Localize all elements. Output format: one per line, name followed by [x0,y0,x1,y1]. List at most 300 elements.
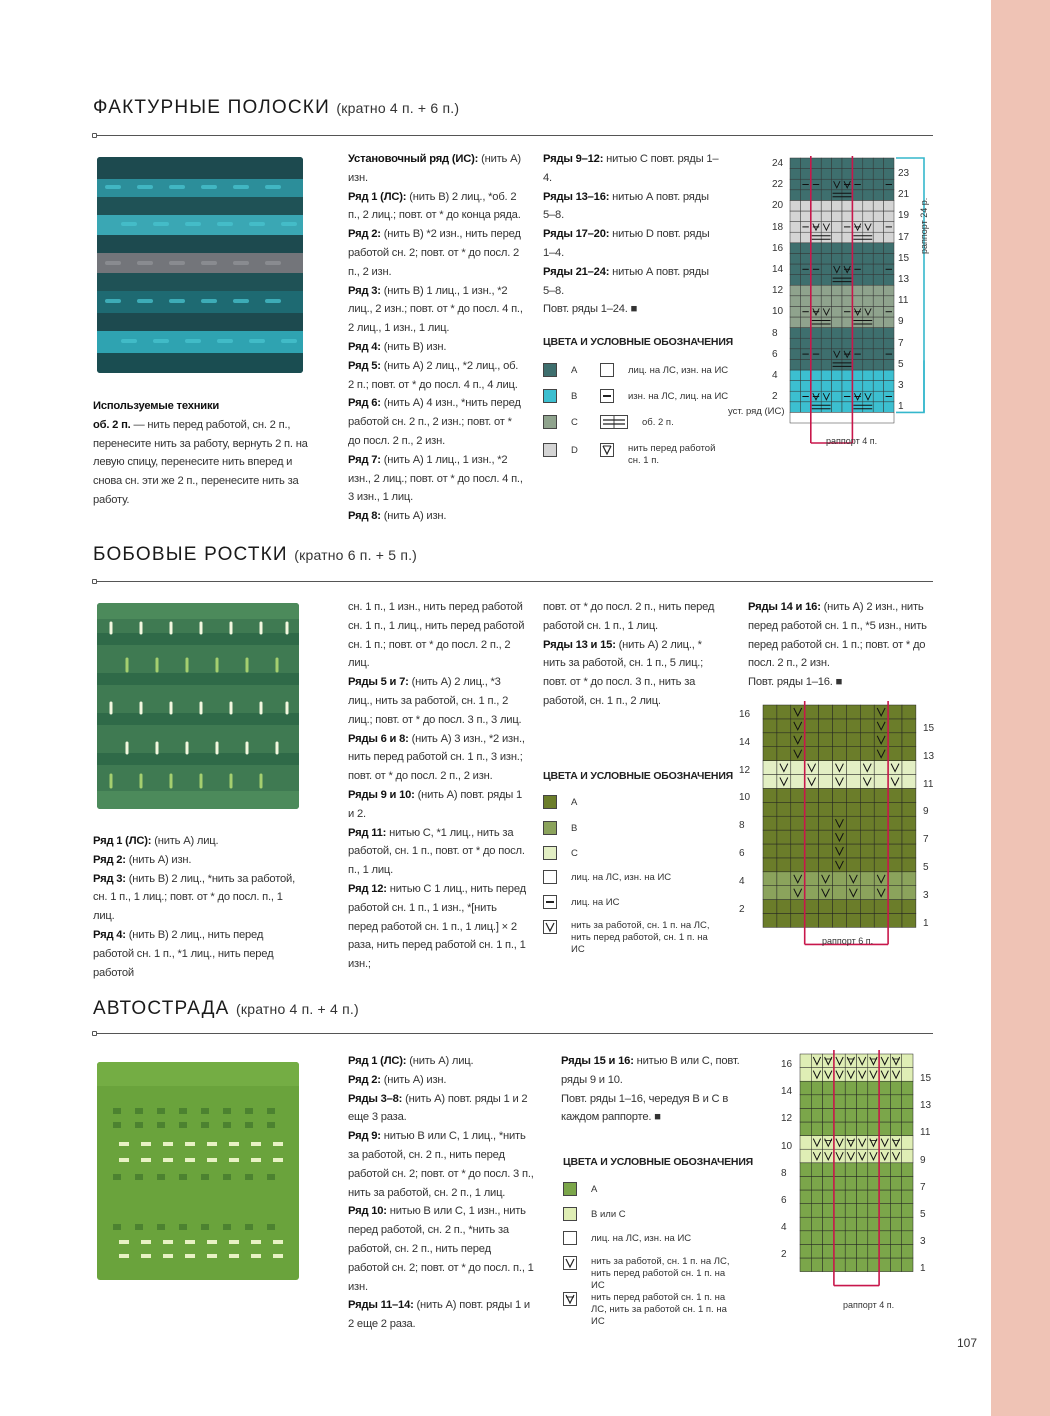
s2-chart-cell [819,733,833,747]
s2-chart-cell [846,747,860,761]
page-edge-tab [991,0,1050,1416]
s3-chart-cell [902,1217,913,1231]
s3-chart-svg [770,1048,945,1293]
s2-chart-cell [791,900,805,914]
s1-chart-cell [842,232,852,243]
s2-instructions-col3: Ряды 14 и 16: (нить А) 2 изн., нить перед работой сн. 1 п., *5 изн., нить перед работой сн. 1 п.; повт. от * до посл. 2 п., 2 изн. Повт. ряды 1–16. ■ [748,601,927,689]
s2-instructions-col0: Ряд 1 (ЛС): (нить А) лиц. Ряд 2: (нить А) изн. Ряд 3: (нить В) 2 лиц., *нить за работой, сн. 1 п., 1 лиц.; повт. от * до посл. п., 1 лиц. Ряд 4: (нить В) 2 лиц., нить перед работой сн. 1 п., *1 лиц., нить перед работой [93,835,295,979]
s3-chart-cell [902,1231,913,1245]
section-1-title: ФАКТУРНЫЕ ПОЛОСКИ (кратно 4 п. + 6 п.) [93,97,460,118]
s1-chart-cell [884,200,894,211]
legend-knit-symbol: лиц. на ЛС, изн. на ИС [563,1231,691,1245]
s1-chart-cell [800,402,810,413]
s1-chart-cell [821,264,831,275]
s3-chart-cell [845,1190,856,1204]
s2-chart-cell [763,830,777,844]
s2-chart-cell [902,830,916,844]
s1-chart-cell [832,169,842,180]
s2-chart-row-number-left: 2 [739,903,745,915]
s2-chart-cell [860,900,874,914]
s2-chart-cell [763,733,777,747]
s2-chart-row-number-left: 8 [739,820,745,832]
s2-chart-cell [833,705,847,719]
s2-chart-cell [763,886,777,900]
s3-chart-cell [902,1258,913,1272]
s2-chart-cell [846,775,860,789]
s3-chart-cell [879,1081,890,1095]
s1-chart-cell [852,285,862,296]
s1-chart-cell [842,296,852,307]
s1-chart-cell [821,349,831,360]
s1-chart-cell [811,169,821,180]
s2-chart-cell [846,761,860,775]
s2-chart-cell [888,747,902,761]
legend-color-b: B [543,389,577,403]
s2-chart-cell [819,816,833,830]
s1-chart-cell [852,402,862,413]
s1-chart-cell [842,253,852,264]
s3-chart-cell [800,1231,811,1245]
s3-chart-row-number-right: 13 [920,1100,932,1112]
s3-chart-cell [823,1258,834,1272]
s3-chart-cell [879,1244,890,1258]
legend-slip-wyib-symbol: нить за работой, сн. 1 п. на ЛС, нить перед работой, сн. 1 п. на ИС [543,920,721,956]
s1-chart-row-number-right: 15 [898,252,910,264]
s1-chart-repeat-v: раппорт 24 р. [919,197,929,254]
s3-chart-cell [811,1244,822,1258]
legend-color-b: B [543,821,577,835]
s2-chart-cell [777,788,791,802]
s1-chart-cell [852,200,862,211]
s2-chart-cell [902,802,916,816]
s1-chart-cell [811,402,821,413]
s1-chart-cell [790,190,800,201]
s1-chart-cell [863,179,873,190]
s2-chart-cell [874,830,888,844]
s1-chart-row-number-right: 9 [898,316,904,328]
s1-chart-cell [842,169,852,180]
s3-chart-cell [811,1190,822,1204]
s1-chart-cell [863,264,873,275]
s3-chart-cell [868,1217,879,1231]
s1-chart-cell [863,200,873,211]
s3-chart-cell [800,1176,811,1190]
s1-chart-cell [821,243,831,254]
s2-chart-cell [888,816,902,830]
s1-chart-cell [832,402,842,413]
s2-chart-cell [805,858,819,872]
s3-chart-cell [823,1163,834,1177]
s1-chart-cell [873,381,883,392]
s2-chart-cell [819,775,833,789]
s3-chart-cell [834,1122,845,1136]
s1-chart-cell [863,381,873,392]
s2-chart-cell [846,816,860,830]
s1-chart-cell [842,328,852,339]
s1-chart-cell [811,158,821,169]
s1-chart-row-number-right: 11 [898,295,909,307]
s2-chart-cell [888,844,902,858]
s3-legend [563,1156,753,1331]
s1-chart-cell [832,359,842,370]
s1-chart-cell [842,381,852,392]
s2-chart-cell [902,872,916,886]
s1-chart-row-number-right: 13 [898,274,910,285]
s3-chart-cell [811,1231,822,1245]
s3-chart-cell [879,1108,890,1122]
s3-chart-cell [845,1095,856,1109]
s2-chart-cell [819,719,833,733]
s2-chart-cell [805,788,819,802]
s3-chart-cell [811,1122,822,1136]
s2-chart-cell [860,802,874,816]
s3-chart-cell [845,1217,856,1231]
s3-chart-cell [845,1231,856,1245]
s1-chart-cell [842,359,852,370]
s2-chart-cell [763,900,777,914]
s2-chart-cell [777,844,791,858]
s3-chart-cell [879,1163,890,1177]
s1-chart-cell [873,232,883,243]
s3-chart-row-number-left: 12 [781,1113,793,1125]
s1-chart-cell [821,275,831,286]
s3-chart-cell [890,1204,901,1218]
s3-chart-cell [811,1081,822,1095]
s3-instructions-col2: Ряды 15 и 16: нитью В или С, повт. ряды 9 и 10. Повт. ряды 1–16, чередуя В и С в каждом раппорте. ■ [561,1055,740,1124]
s1-chart-cell [852,169,862,180]
s1-chart-cell [800,211,810,222]
legend-color-a: A [543,795,577,809]
s1-chart-cell [873,243,883,254]
s1-chart-cell [821,338,831,349]
s3-chart-cell [879,1176,890,1190]
s1-chart-cell [821,381,831,392]
s2-chart-cell [777,830,791,844]
s2-chart-cell [791,830,805,844]
s2-chart-cell [763,816,777,830]
s2-chart-cell [874,900,888,914]
s3-chart-cell [823,1204,834,1218]
s1-chart-cell [800,338,810,349]
s3-chart-cell [834,1190,845,1204]
s1-chart-cell [821,190,831,201]
s2-chart-cell [777,872,791,886]
s2-chart-cell [805,914,819,928]
s3-chart-cell [823,1108,834,1122]
s2-chart-cell [860,747,874,761]
s1-chart-cell [884,243,894,254]
s3-chart-cell [890,1258,901,1272]
s1-chart-cell [863,328,873,339]
s1-chart-cell [863,349,873,360]
s3-chart-cell [868,1258,879,1272]
s3-instructions-col1: Ряд 1 (ЛС): (нить А) лиц. Ряд 2: (нить А) изн. Ряды 3–8: (нить А) повт. ряды 1 и 2 еще 3 раза. Ряд 9: нитью В или С, 1 лиц., *нить за работой, сн. 2 п., нить перед работой сн. 2; повт. от * до посл. 3 п., нить за работой, сн. 2 п., 1 лиц. Ряд 10: нитью В или С, 1 изн., нить перед работой, сн. 2 п., *нить за работой, сн. 2 п., нить перед работой сн. 2; повт. от * до посл. п., 1 изн. Ряды 11–14: (нить А) повт. ряды 1 и 2 еще 2 раза. [348,1055,534,1331]
s1-chart-cell [873,275,883,286]
s3-chart-cell [879,1190,890,1204]
s2-chart-cell [846,705,860,719]
s2-chart-cell [805,802,819,816]
s3-chart-cell [890,1108,901,1122]
section-3-title: АВТОСТРАДА (кратно 4 п. + 4 п.) [93,998,359,1019]
s2-chart-cell [833,914,847,928]
s1-chart-row-number-left: 20 [772,200,784,212]
s2-chart-cell [819,830,833,844]
legend-color-c: C [543,415,578,429]
s3-chart-cell [868,1095,879,1109]
s2-chart-row-number-right: 11 [923,778,934,790]
s3-chart-cell [823,1081,834,1095]
s1-chart-cell [811,381,821,392]
s3-chart-row-number-right: 1 [920,1263,926,1275]
s2-chart-cell [777,914,791,928]
s1-chart-cell [873,328,883,339]
s3-chart-cell [868,1108,879,1122]
s1-chart-cell [790,306,800,317]
s2-chart-cell [902,886,916,900]
s3-chart-cell [902,1176,913,1190]
s3-chart-row-number-left: 2 [781,1249,787,1261]
s1-chart-cell [832,200,842,211]
s1-chart-cell [800,370,810,381]
s2-chart-cell [763,775,777,789]
s1-chart-cell [863,243,873,254]
s1-chart-cell [873,370,883,381]
s2-chart-row-number-right: 3 [923,889,929,901]
s1-chart-cell [790,296,800,307]
s1-instructions-col2: Ряды 9–12: нитью С повт. ряды 1–4. Ряды 13–16: нитью А повт. ряды 5–8. Ряды 17–20: нитью D повт. ряды 1–4. Ряды 21–24: нитью А повт. ряды 5–8. Повт. ряды 1–24. ■ [543,153,719,316]
s3-chart-cell [868,1081,879,1095]
s1-chart-cell [800,296,810,307]
s3-chart-cell [890,1176,901,1190]
s2-chart-cell [819,844,833,858]
s2-chart-cell [805,705,819,719]
s1-chart-row-number-right: 17 [898,231,910,243]
s1-chart-cell [832,328,842,339]
s3-chart-cell [823,1244,834,1258]
s3-chart-cell [834,1258,845,1272]
s1-chart-cell [811,370,821,381]
s2-chart-row-number-right: 9 [923,806,929,818]
s1-chart-cell [873,190,883,201]
s1-chart-cell [884,338,894,349]
s2-chart-cell [763,705,777,719]
s1-chart-cell [832,317,842,328]
s1-chart-cell [821,285,831,296]
s2-chart-cell [874,761,888,775]
s3-chart-cell [834,1217,845,1231]
s1-chart-cell [852,253,862,264]
s2-chart-cell [763,844,777,858]
s2-chart-cell [777,886,791,900]
s3-chart-row-number-left: 6 [781,1195,787,1206]
s3-chart-cell [800,1163,811,1177]
s3-chart-cell [845,1163,856,1177]
s3-chart-repeat-h: раппорт 4 п. [843,1300,895,1310]
s1-chart-cell [884,285,894,296]
s2-chart-row-number-right: 7 [923,834,929,846]
s3-chart-row-number-left: 4 [781,1222,787,1234]
s3-chart-cell [868,1176,879,1190]
s1-chart-cell [821,296,831,307]
s2-chart-cell [819,802,833,816]
s3-chart-cell [834,1244,845,1258]
s3-chart-cell [890,1217,901,1231]
s3-chart-cell [845,1081,856,1095]
s1-chart-cell [811,253,821,264]
s1-chart-row-number-right: 23 [898,168,910,179]
s2-chart-cell [833,733,847,747]
s2-chart-repeat-h: раппорт 6 п. [822,936,874,946]
s2-chart-cell [791,761,805,775]
s1-chart [760,150,950,460]
s3-chart-cell [902,1095,913,1109]
s2-chart-cell [874,775,888,789]
s1-chart-cell [790,317,800,328]
s2-chart-cell [902,844,916,858]
s3-chart-cell [845,1108,856,1122]
s1-chart-cell [832,381,842,392]
s3-chart-cell [811,1163,822,1177]
s3-chart-cell [868,1163,879,1177]
s3-chart-cell [857,1190,868,1204]
s1-chart-cell [821,211,831,222]
s1-chart-cell [790,179,800,190]
s2-chart-cell [819,788,833,802]
s1-chart-cell [821,158,831,169]
s1-chart-cell [863,211,873,222]
s2-chart-cell [902,705,916,719]
s2-chart-cell [805,844,819,858]
s1-chart-cell [852,275,862,286]
legend-color-a: A [543,363,577,377]
s1-chart-cell [790,264,800,275]
s1-chart-row-number-right: 7 [898,337,904,349]
s2-chart-cell [874,914,888,928]
s1-chart-cell [863,232,873,243]
s1-chart-cell [800,253,810,264]
s1-chart-row-number-left: 14 [772,264,784,275]
s3-chart-cell [868,1204,879,1218]
s1-chart-cell [852,328,862,339]
s2-chart-cell [819,900,833,914]
s2-chart-cell [860,719,874,733]
s3-chart-cell [902,1122,913,1136]
s3-chart-cell [800,1190,811,1204]
s3-chart-cell [857,1258,868,1272]
s1-chart-cell [873,253,883,264]
s1-chart-cell [873,306,883,317]
s3-chart-row-number-right: 11 [920,1127,931,1139]
s1-chart-cell [832,285,842,296]
s1-chart-cell [842,158,852,169]
s1-chart-cell [800,275,810,286]
s2-chart-cell [833,872,847,886]
s2-chart-cell [888,886,902,900]
s3-chart-cell [857,1163,868,1177]
s2-chart-cell [888,858,902,872]
s1-chart-cell [842,317,852,328]
s3-chart-cell [879,1258,890,1272]
s2-chart-cell [819,761,833,775]
swatch-bean-sprouts [97,603,299,809]
s3-chart-cell [879,1095,890,1109]
s3-chart-cell [811,1108,822,1122]
s2-chart-cell [819,914,833,928]
legend-color-c: C [543,846,578,860]
s2-chart-cell [874,788,888,802]
s2-chart-cell [860,830,874,844]
s3-chart-cell [800,1258,811,1272]
s1-chart-cell [884,359,894,370]
s2-chart-cell [763,914,777,928]
s2-chart-row-number-left: 14 [739,736,751,748]
s1-chart-cell [790,211,800,222]
s2-chart-cell [791,802,805,816]
s2-chart-cell [846,900,860,914]
s3-chart-cell [868,1231,879,1245]
s3-chart-row-number-left: 16 [781,1059,793,1070]
s3-chart-cell [811,1258,822,1272]
s2-chart-cell [763,858,777,872]
s3-chart [770,1048,945,1293]
legend-color-d: D [543,443,578,457]
s1-chart-row-number-left: 18 [772,221,784,233]
s1-chart-cell [821,402,831,413]
s3-chart-cell [857,1095,868,1109]
s3-chart-cell [823,1095,834,1109]
s3-chart-cell [902,1081,913,1095]
section-2-rule [93,581,933,582]
s3-chart-row-number-right: 15 [920,1073,932,1084]
s1-chart-cell [811,328,821,339]
s3-chart-cell [857,1244,868,1258]
s1-chart-svg [760,150,950,460]
s2-chart-cell [833,802,847,816]
s3-chart-cell [857,1081,868,1095]
s2-chart-cell [874,802,888,816]
s2-chart-row-number-right: 5 [923,862,929,873]
s1-chart-cell [821,359,831,370]
s2-chart-cell [902,788,916,802]
s2-chart-cell [791,844,805,858]
s2-chart-cell [777,816,791,830]
s1-chart-cell [884,169,894,180]
s1-chart-cell [811,275,821,286]
s1-chart-cell [863,158,873,169]
legend-slip-wyif-symbol: нить перед работой сн. 1 п. [600,443,718,467]
s3-chart-cell [834,1081,845,1095]
s1-chart-cell [832,296,842,307]
s3-chart-cell [800,1204,811,1218]
s1-chart-cell [852,370,862,381]
s1-chart-cell [884,158,894,169]
s1-chart-cell [873,158,883,169]
s2-chart-row-number-left: 4 [739,875,745,887]
s3-chart-cell [902,1068,913,1082]
s3-chart-cell [902,1149,913,1163]
s1-chart-cell [790,338,800,349]
s1-chart-cell [884,190,894,201]
s3-chart-cell [890,1081,901,1095]
s2-instructions-col2: повт. от * до посл. 2 п., нить перед работой сн. 1 п., 1 лиц. Ряды 13 и 15: (нить А) 2 лиц., * нить за работой, сн. 1 п., 5 лиц.; повт. от * до посл. 3 п., нить за работой, сн. 1 п., 2 лиц. [543,601,715,707]
s2-chart-cell [819,705,833,719]
s3-chart-cell [834,1163,845,1177]
s3-chart-cell [845,1204,856,1218]
s1-chart-cell [800,190,810,201]
s2-chart-row-number-right: 1 [923,917,929,929]
s1-chart-cell [852,158,862,169]
s1-chart-cell [842,243,852,254]
